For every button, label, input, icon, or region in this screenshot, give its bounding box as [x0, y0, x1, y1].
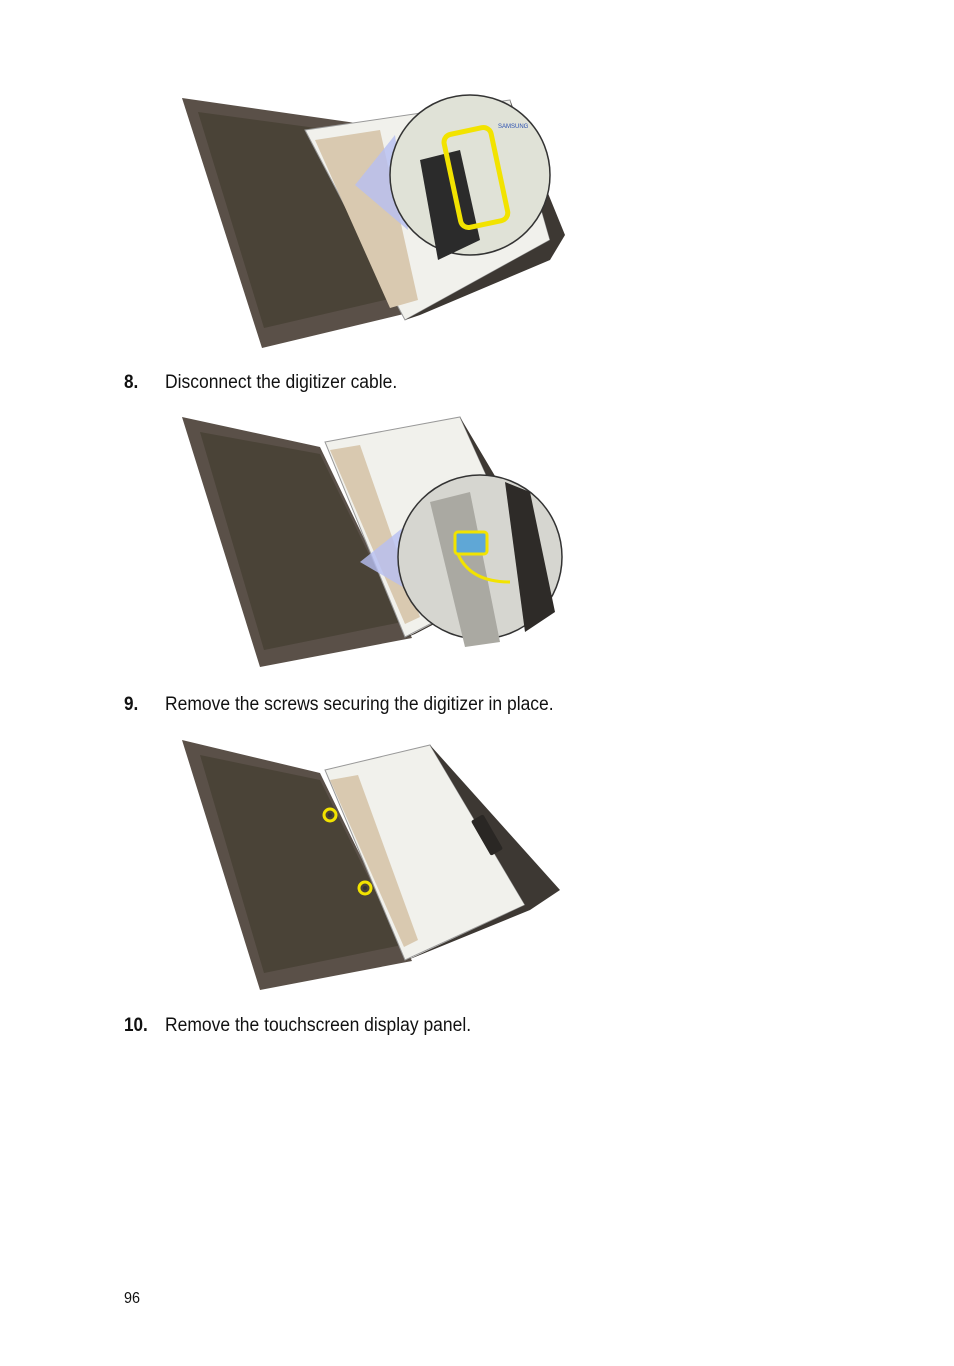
figure-digitizer-screws	[180, 735, 570, 995]
figure-digitizer-cable-connector	[180, 90, 570, 350]
cable-connector-highlight	[455, 532, 487, 554]
step-number: 8.	[124, 372, 139, 393]
samsung-logo: SAMSUNG	[498, 124, 529, 130]
step-text: Remove the touchscreen display panel.	[165, 1015, 472, 1036]
screw-top	[328, 813, 332, 817]
screw-bottom	[363, 886, 367, 890]
step-text: Remove the screws securing the digitizer in place.	[165, 694, 554, 715]
step-number: 10.	[124, 1015, 148, 1036]
step-number: 9.	[124, 694, 139, 715]
page-number: 96	[124, 1290, 141, 1307]
step-text: Disconnect the digitizer cable.	[165, 372, 398, 393]
figure-digitizer-cable-disconnect	[180, 412, 570, 672]
